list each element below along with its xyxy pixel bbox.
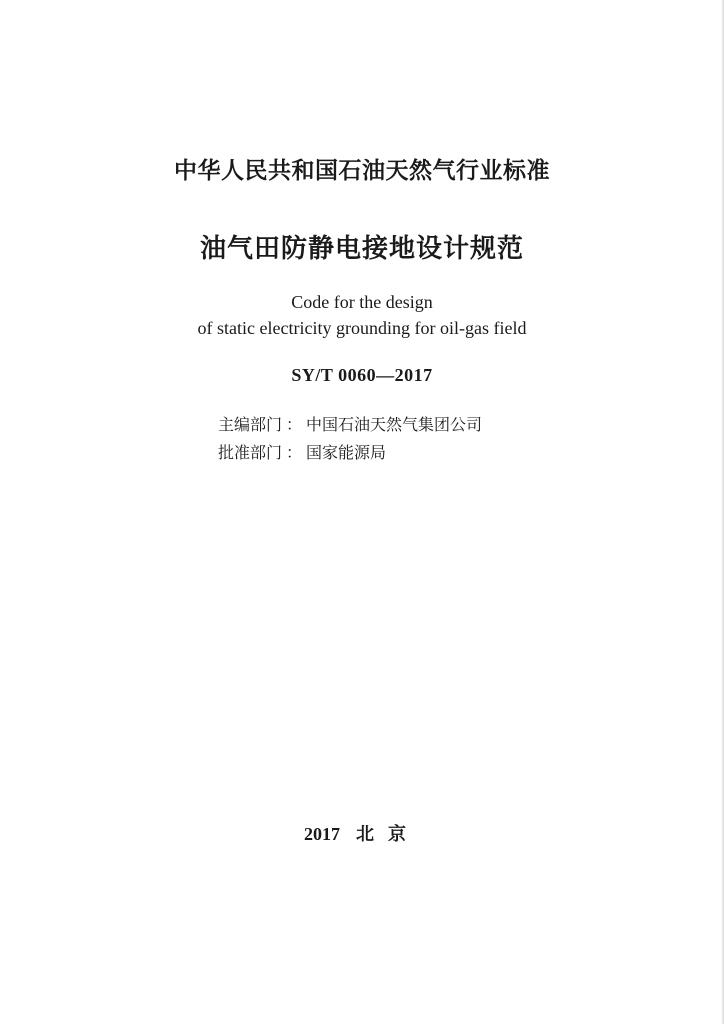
approver-department-label: 批准部门: [218, 443, 283, 462]
approver-department-separator: ：: [286, 443, 303, 462]
industry-standard-heading: 中华人民共和国石油天然气行业标准: [174, 158, 550, 184]
document-title-english-line2: of static electricity grounding for oil-gas field: [197, 318, 527, 338]
imprint: [0, 820, 724, 846]
editor-department-label: 主编部门: [218, 415, 283, 434]
approver-department-value: 国家能源局: [306, 443, 387, 462]
approver-department-row: [218, 440, 386, 463]
editor-department-separator: ：: [286, 415, 303, 434]
document-title-chinese: 油气田防静电接地设计规范: [199, 234, 524, 264]
editor-department-value: 中国石油天然气集团公司: [306, 415, 483, 434]
document-title-english-line1: Code for the design: [291, 292, 433, 312]
imprint-year: 2017: [304, 824, 340, 844]
editor-department-row: [218, 412, 482, 435]
imprint-city: 北京: [356, 824, 420, 845]
standard-number: SY/T 0060—2017: [291, 365, 433, 385]
